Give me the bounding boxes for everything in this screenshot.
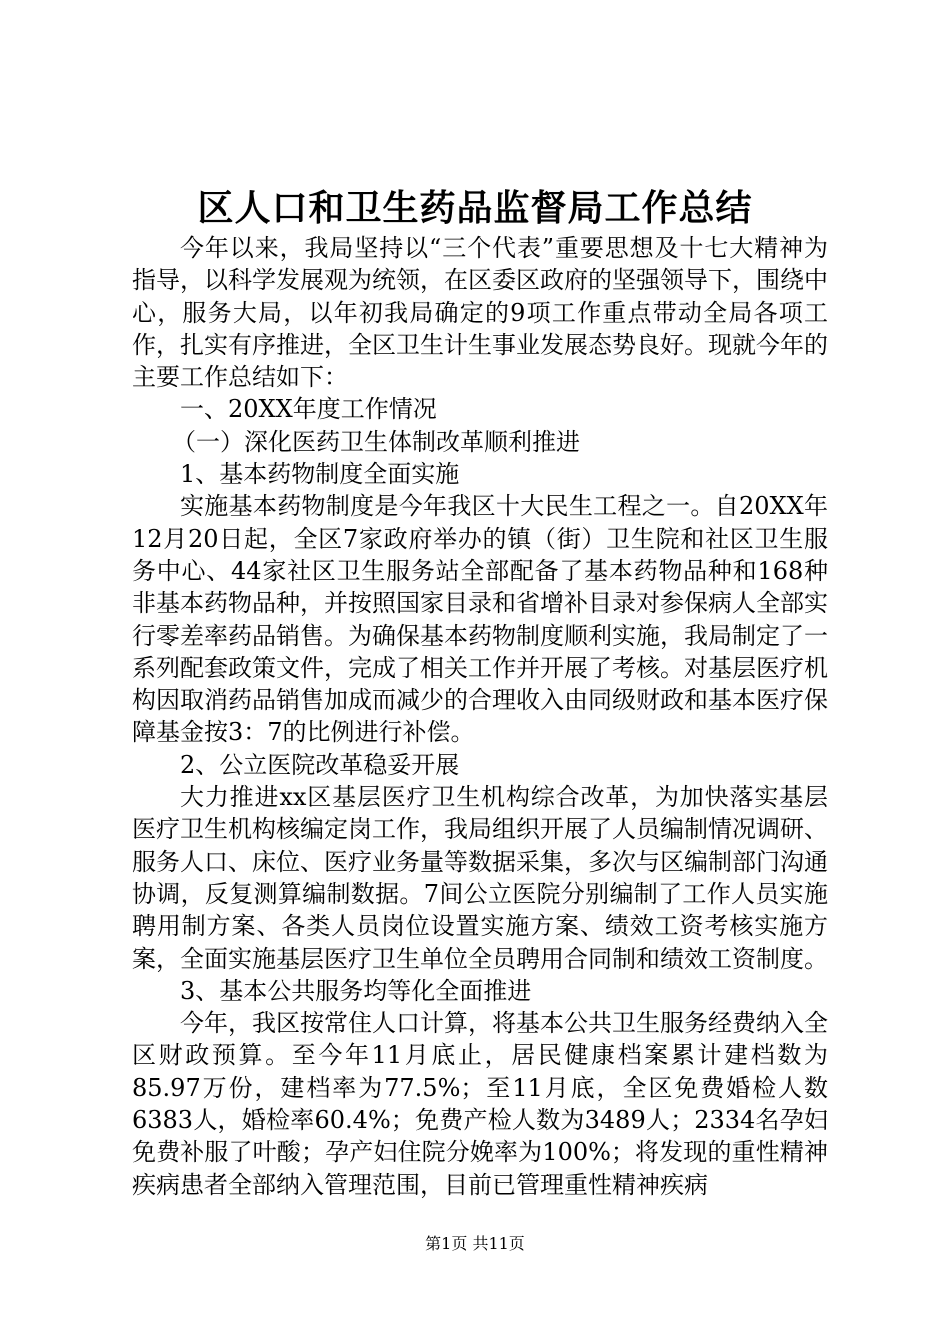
- paragraph-item-3: 今年，我区按常住人口计算，将基本公共卫生服务经费纳入全区财政预算。至今年11月底止，居民健康档案累计建档数为85.97万份，建档率为77.5%；至11月底，全区免费婚检人数6383人，婚检率60.4%；免费产检人数为3489人；2334名孕妇免费补服了叶酸；孕产妇住院分娩率为100%；将发现的重性精神疾病患者全部纳入管理范围，目前已管理重性精神疾病: [132, 1009, 828, 1199]
- section-heading: 一、20XX年度工作情况: [180, 395, 437, 424]
- item-heading-3: 3、基本公共服务均等化全面推进: [180, 976, 532, 1005]
- paragraph-item-2: 大力推进xx区基层医疗卫生机构综合改革，为加快落实基层医疗卫生机构核编定岗工作，我局组织开展了人员编制情况调研、服务人口、床位、医疗业务量等数据采集，多次与区编制部门沟通协调，反复测算编制数据。7间公立医院分别编制了工作人员实施聘用制方案、各类人员岗位设置实施方案、绩效工资考核实施方案，全面实施基层医疗卫生单位全员聘用合同制和绩效工资制度。: [132, 783, 828, 973]
- page-footer: 第1页 共11页: [425, 1234, 525, 1253]
- document-body: [132, 232, 828, 1201]
- document-title: 区人口和卫生药品监督局工作总结: [197, 187, 753, 229]
- subsection-heading: （一）深化医药卫生体制改革顺利推进: [172, 427, 580, 456]
- paragraph-intro: 今年以来，我局坚持以“三个代表”重要思想及十七大精神为指导，以科学发展观为统领，在区委区政府的坚强领导下，围绕中心，服务大局，以年初我局确定的9项工作重点带动全局各项工作，扎实有序推进，全区卫生计生事业发展态势良好。现就今年的主要工作总结如下：: [132, 234, 828, 392]
- item-heading-1: 1、基本药物制度全面实施: [180, 460, 460, 489]
- paragraph-item-1: 实施基本药物制度是今年我区十大民生工程之一。自20XX年12月20日起，全区7家政府举办的镇（街）卫生院和社区卫生服务中心、44家社区卫生服务站全部配备了基本药物品种和168种非基本药物品种，并按照国家目录和省增补目录对参保病人全部实行零差率药品销售。为确保基本药物制度顺利实施，我局制定了一系列配套政策文件，完成了相关工作并开展了考核。对基层医疗机构因取消药品销售加成而减少的合理收入由同级财政和基本医疗保障基金按3：7的比例进行补偿。: [132, 492, 828, 747]
- item-heading-2: 2、公立医院改革稳妥开展: [180, 750, 460, 779]
